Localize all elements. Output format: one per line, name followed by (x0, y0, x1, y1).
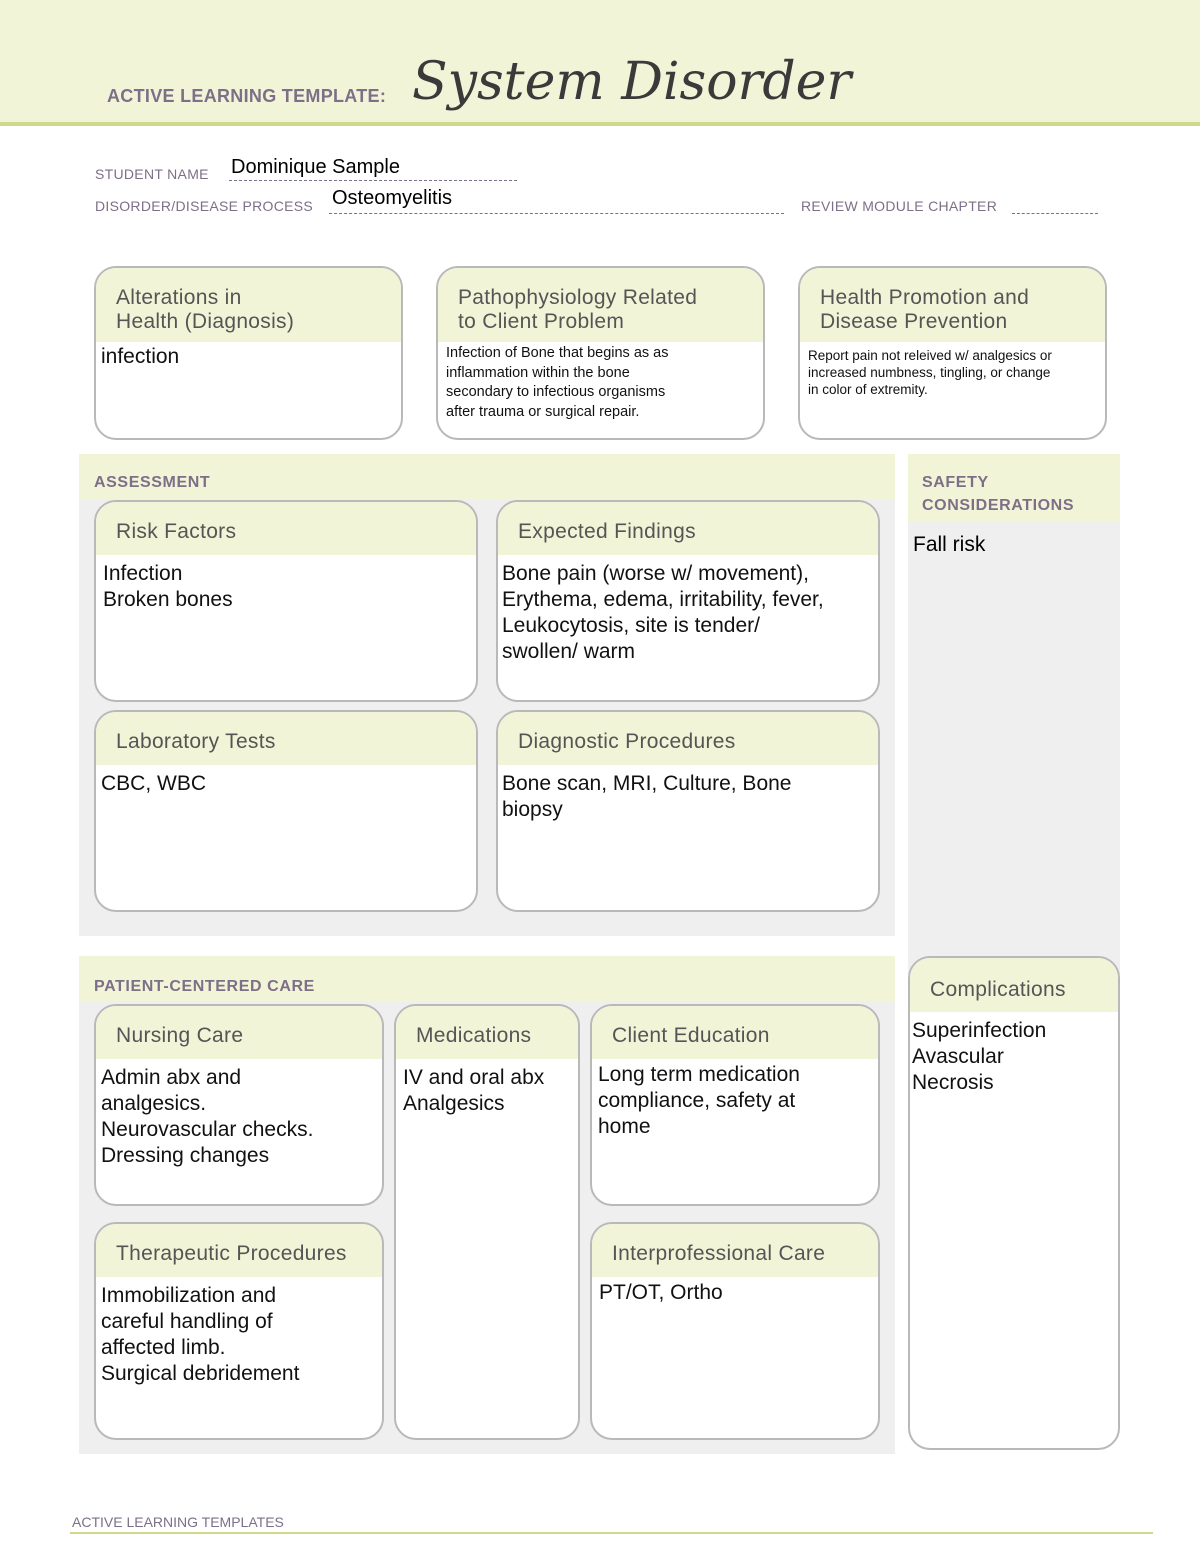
medications-box (394, 1004, 580, 1440)
risk-factors-title: Risk Factors (96, 502, 476, 555)
complications-title: Complications (910, 958, 1118, 1012)
pathophysiology-text[interactable]: Infection of Bone that begins as as inflammation within the bone secondary to infectious organisms after trauma or surgical repair. (446, 345, 669, 420)
alterations-in-health-text[interactable]: infection (101, 345, 180, 368)
disorder-field[interactable]: Osteomyelitis (332, 187, 453, 209)
therapeutic-procedures-box (94, 1222, 384, 1440)
interprofessional-care-text[interactable]: PT/OT, Ortho (599, 1281, 723, 1304)
footer-divider (70, 1532, 1153, 1534)
pathophysiology-title: Pathophysiology Related to Client Problem (438, 268, 763, 342)
diagnostic-procedures-title: Diagnostic Procedures (498, 712, 878, 765)
student-name-label: STUDENT NAME (95, 166, 209, 182)
laboratory-tests-text[interactable]: CBC, WBC (101, 772, 206, 795)
expected-findings-box (496, 500, 880, 702)
client-education-box (590, 1004, 880, 1206)
client-education-title: Client Education (592, 1006, 878, 1059)
complications-text[interactable]: Superinfection Avascular Necrosis (912, 1019, 1047, 1094)
risk-factors-text[interactable]: Infection Broken bones (103, 562, 233, 611)
health-promotion-box (798, 266, 1107, 440)
medications-text[interactable]: IV and oral abx Analgesics (403, 1066, 545, 1115)
header-divider (0, 122, 1200, 126)
safety-heading-line2: CONSIDERATIONS (922, 497, 1075, 514)
safety-heading-line1: SAFETY (922, 474, 989, 491)
diagnostic-procedures-text[interactable]: Bone scan, MRI, Culture, Bone biopsy (502, 772, 792, 821)
interprofessional-care-title: Interprofessional Care (592, 1224, 878, 1277)
footer-label: ACTIVE LEARNING TEMPLATES (72, 1514, 284, 1530)
risk-factors-box (94, 500, 478, 702)
template-title: System Disorder (412, 52, 852, 112)
complications-box (908, 956, 1120, 1450)
laboratory-tests-box (94, 710, 478, 912)
health-promotion-title: Health Promotion and Disease Prevention (800, 268, 1105, 342)
safety-text[interactable]: Fall risk (913, 533, 986, 556)
review-module-label: REVIEW MODULE CHAPTER (801, 198, 998, 214)
client-education-text[interactable]: Long term medication compliance, safety at home (598, 1063, 800, 1138)
safety-panel (908, 454, 1120, 974)
student-name-underline (229, 180, 517, 181)
alterations-in-health-box (94, 266, 403, 440)
disorder-underline (329, 213, 784, 214)
assessment-heading: ASSESSMENT (94, 474, 211, 491)
patient-care-heading: PATIENT-CENTERED CARE (94, 978, 315, 995)
review-module-field[interactable] (1012, 213, 1098, 214)
student-name-field[interactable]: Dominique Sample (231, 156, 400, 178)
health-promotion-text[interactable]: Report pain not releived w/ analgesics or increased numbness, tingling, or change in color of extremity. (808, 348, 1052, 397)
therapeutic-procedures-text[interactable]: Immobilization and careful handling of affected limb. Surgical debridement (101, 1284, 300, 1385)
alterations-in-health-title: Alterations in Health (Diagnosis) (96, 268, 401, 342)
nursing-care-box (94, 1004, 384, 1206)
disorder-label: DISORDER/DISEASE PROCESS (95, 198, 314, 214)
diagnostic-procedures-box (496, 710, 880, 912)
expected-findings-title: Expected Findings (498, 502, 878, 555)
nursing-care-text[interactable]: Admin abx and analgesics. Neurovascular checks. Dressing changes (101, 1066, 314, 1167)
template-label: ACTIVE LEARNING TEMPLATE: (107, 86, 387, 106)
expected-findings-text[interactable]: Bone pain (worse w/ movement), Erythema, edema, irritability, fever, Leukocytosis, site is tender/ swollen/ warm (502, 562, 824, 663)
laboratory-tests-title: Laboratory Tests (96, 712, 476, 765)
therapeutic-procedures-title: Therapeutic Procedures (96, 1224, 382, 1277)
nursing-care-title: Nursing Care (96, 1006, 382, 1059)
medications-title: Medications (396, 1006, 578, 1059)
interprofessional-care-box (590, 1222, 880, 1440)
pathophysiology-box (436, 266, 765, 440)
